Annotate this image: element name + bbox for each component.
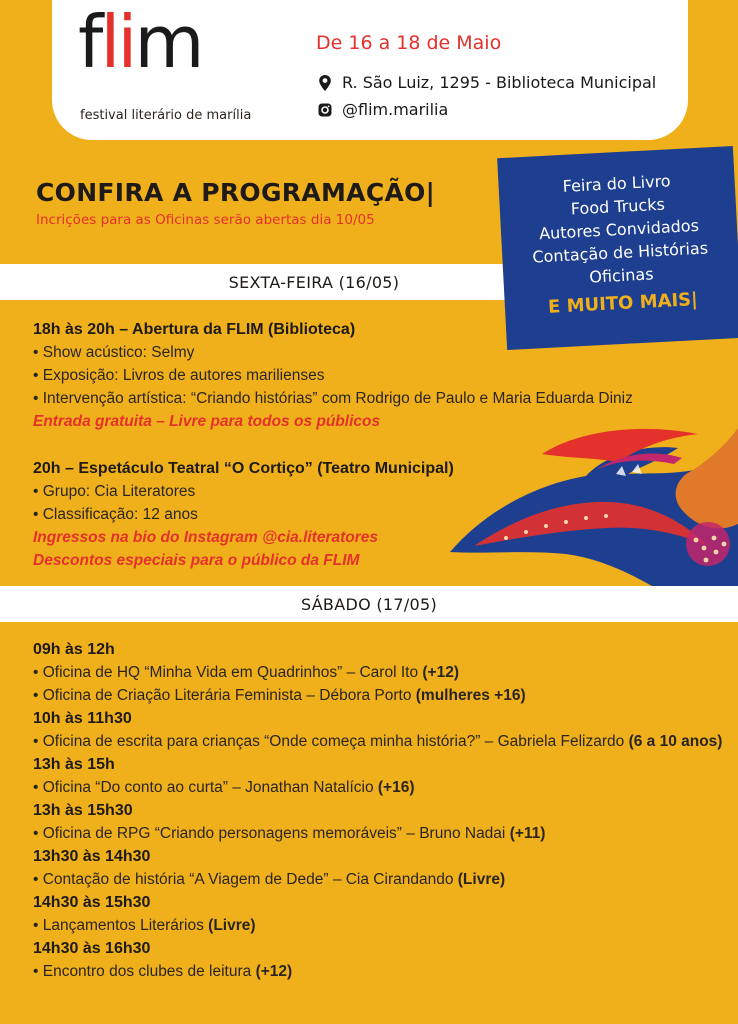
list-item: • Oficina de escrita para crianças “Onde começa minha história?” – Gabriela Felizardo (6 a 10 anos) <box>33 733 723 750</box>
friday-block-theatre <box>33 457 453 572</box>
slot-time: 14h30 às 16h30 <box>33 940 151 957</box>
highlight-item: Contação de Histórias <box>531 238 709 267</box>
highlight-item: Food Trucks <box>570 194 666 219</box>
logo-wordmark: flim <box>78 0 202 84</box>
list-item: • Oficina “Do conto ao curta” – Jonathan Natalício (+16) <box>33 779 415 796</box>
block-heading: 20h – Espetáculo Teatral “O Cortiço” (Teatro Municipal) <box>33 460 454 477</box>
flim-logo <box>78 0 268 123</box>
event-date: De 16 a 18 de Maio <box>316 32 502 54</box>
slot-time: 10h às 11h30 <box>33 710 132 727</box>
highlight-item: Feira do Livro <box>562 171 672 196</box>
slot-time: 14h30 às 15h30 <box>33 894 151 911</box>
saturday-schedule <box>33 638 723 983</box>
block-note: Descontos especiais para o público da FLIM <box>33 552 360 569</box>
address-text: R. São Luiz, 1295 - Biblioteca Municipal <box>342 73 657 92</box>
slot-time: 13h30 às 14h30 <box>33 848 151 865</box>
block-note: Entrada gratuita – Livre para todos os públicos <box>33 413 381 430</box>
slot-time: 13h às 15h30 <box>33 802 133 819</box>
list-item: • Oficina de HQ “Minha Vida em Quadrinhos” – Carol Ito (+12) <box>33 664 459 681</box>
instagram-icon <box>318 102 332 118</box>
saturday-label: SÁBADO (17/05) <box>300 594 438 614</box>
block-note: Ingressos na bio do Instagram @cia.literatores <box>33 529 379 546</box>
list-item: • Oficina de RPG “Criando personagens memoráveis” – Bruno Nadai (+11) <box>33 825 546 842</box>
highlights-more: E MUITO MAIS| <box>547 289 699 318</box>
list-item: • Grupo: Cia Literatores <box>33 483 196 500</box>
dragon-illustration <box>446 414 738 586</box>
slot-time: 13h às 15h <box>33 756 115 773</box>
highlight-item: Autores Convidados <box>538 215 700 244</box>
list-item: • Encontro dos clubes de leitura (+12) <box>33 963 293 980</box>
block-heading: 18h às 20h – Abertura da FLIM (Biblioteca) <box>33 321 356 338</box>
instagram-row <box>318 100 448 119</box>
slot-time: 09h às 12h <box>33 641 115 658</box>
list-item: • Classificação: 12 anos <box>33 506 198 523</box>
list-item: • Exposição: Livros de autores marilienses <box>33 367 325 384</box>
address-row <box>318 73 656 92</box>
program-title: CONFIRA A PROGRAMAÇÃO| <box>36 178 436 207</box>
list-item: • Show acústico: Selmy <box>33 344 195 361</box>
saturday-band <box>0 586 738 622</box>
highlight-item: Oficinas <box>588 264 654 287</box>
list-item: • Contação de história “A Viagem de Dede” – Cia Cirandando (Livre) <box>33 871 506 888</box>
instagram-handle[interactable]: @flim.marilia <box>342 100 449 119</box>
friday-label: SEXTA-FEIRA (16/05) <box>228 272 400 292</box>
logo-tagline: festival literário de marília <box>80 108 252 123</box>
location-pin-icon <box>318 75 332 91</box>
list-item: • Oficina de Criação Literária Feminista – Débora Porto (mulheres +16) <box>33 687 526 704</box>
list-item: • Intervenção artística: “Criando histórias” com Rodrigo de Paulo e Maria Eduarda Diniz <box>33 390 633 407</box>
list-item: • Lançamentos Literários (Livre) <box>33 917 256 934</box>
program-subtitle: Incrições para as Oficinas serão abertas dia 10/05 <box>36 212 375 228</box>
